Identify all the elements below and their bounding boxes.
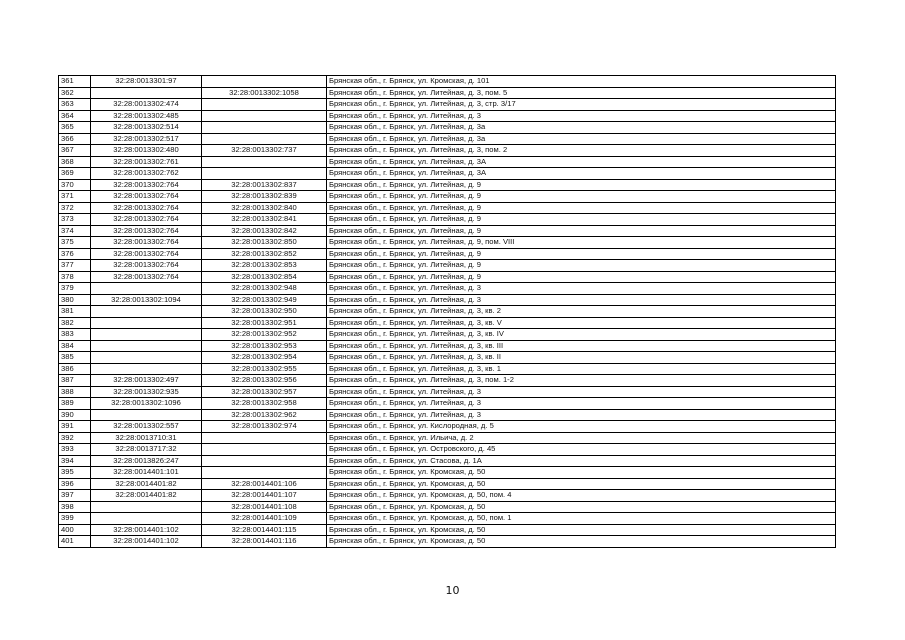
room-cadastral-number-cell: 32:28:0013302:948: [202, 283, 327, 295]
cadastral-number-cell: 32:28:0013301:97: [91, 76, 202, 88]
cadastral-number-cell: [91, 363, 202, 375]
table-row: [59, 271, 836, 283]
room-cadastral-number-cell: [202, 122, 327, 134]
address-cell: Брянская обл., г. Брянск, ул. Литейная, д. 3: [327, 386, 836, 398]
table-row: [59, 306, 836, 318]
cadastral-number-cell: 32:28:0013302:497: [91, 375, 202, 387]
cadastral-number-cell: 32:28:0014401:102: [91, 536, 202, 548]
row-number-cell: 378: [59, 271, 91, 283]
address-cell: Брянская обл., г. Брянск, ул. Литейная, д. 9: [327, 179, 836, 191]
table-row: [59, 455, 836, 467]
cadastral-number-cell: 32:28:0013302:485: [91, 110, 202, 122]
table-row: [59, 294, 836, 306]
address-cell: Брянская обл., г. Брянск, ул. Островского, д. 45: [327, 444, 836, 456]
row-number-cell: 371: [59, 191, 91, 203]
cadastral-number-cell: 32:28:0013717:32: [91, 444, 202, 456]
table-row: [59, 191, 836, 203]
cadastral-number-cell: 32:28:0014401:102: [91, 524, 202, 536]
room-cadastral-number-cell: 32:28:0013302:841: [202, 214, 327, 226]
cadastral-number-cell: 32:28:0013302:1096: [91, 398, 202, 410]
row-number-cell: 392: [59, 432, 91, 444]
cadastral-number-cell: 32:28:0013302:480: [91, 145, 202, 157]
table-row: [59, 283, 836, 295]
row-number-cell: 398: [59, 501, 91, 513]
address-cell: Брянская обл., г. Брянск, ул. Литейная, д. 9: [327, 202, 836, 214]
room-cadastral-number-cell: [202, 444, 327, 456]
room-cadastral-number-cell: 32:28:0013302:737: [202, 145, 327, 157]
room-cadastral-number-cell: [202, 455, 327, 467]
table-row: [59, 248, 836, 260]
room-cadastral-number-cell: 32:28:0013302:837: [202, 179, 327, 191]
table-row: [59, 122, 836, 134]
table-row: [59, 87, 836, 99]
row-number-cell: 377: [59, 260, 91, 272]
address-cell: Брянская обл., г. Брянск, ул. Кромская, д. 50: [327, 467, 836, 479]
cadastral-number-cell: 32:28:0013710:31: [91, 432, 202, 444]
row-number-cell: 401: [59, 536, 91, 548]
row-number-cell: 399: [59, 513, 91, 525]
room-cadastral-number-cell: 32:28:0014401:108: [202, 501, 327, 513]
room-cadastral-number-cell: 32:28:0013302:958: [202, 398, 327, 410]
address-cell: Брянская обл., г. Брянск, ул. Кромская, д. 50, пом. 4: [327, 490, 836, 502]
table-row: [59, 375, 836, 387]
table-row: [59, 536, 836, 548]
room-cadastral-number-cell: 32:28:0013302:962: [202, 409, 327, 421]
property-registry-table: [58, 75, 836, 548]
table-row: [59, 467, 836, 479]
room-cadastral-number-cell: 32:28:0013302:956: [202, 375, 327, 387]
room-cadastral-number-cell: 32:28:0013302:1058: [202, 87, 327, 99]
cadastral-number-cell: [91, 306, 202, 318]
room-cadastral-number-cell: [202, 432, 327, 444]
row-number-cell: 397: [59, 490, 91, 502]
row-number-cell: 362: [59, 87, 91, 99]
room-cadastral-number-cell: [202, 467, 327, 479]
room-cadastral-number-cell: 32:28:0013302:974: [202, 421, 327, 433]
room-cadastral-number-cell: 32:28:0014401:115: [202, 524, 327, 536]
table-row: [59, 352, 836, 364]
address-cell: Брянская обл., г. Брянск, ул. Кромская, д. 50: [327, 478, 836, 490]
row-number-cell: 361: [59, 76, 91, 88]
cadastral-number-cell: 32:28:0014401:82: [91, 490, 202, 502]
row-number-cell: 384: [59, 340, 91, 352]
cadastral-number-cell: [91, 87, 202, 99]
table-row: [59, 145, 836, 157]
cadastral-number-cell: 32:28:0013302:764: [91, 202, 202, 214]
table-row: [59, 202, 836, 214]
address-cell: Брянская обл., г. Брянск, ул. Литейная, д. 3а: [327, 122, 836, 134]
address-cell: Брянская обл., г. Брянск, ул. Литейная, д. 3, стр. 3/17: [327, 99, 836, 111]
row-number-cell: 400: [59, 524, 91, 536]
row-number-cell: 394: [59, 455, 91, 467]
room-cadastral-number-cell: 32:28:0013302:952: [202, 329, 327, 341]
row-number-cell: 389: [59, 398, 91, 410]
cadastral-number-cell: 32:28:0013302:761: [91, 156, 202, 168]
room-cadastral-number-cell: 32:28:0014401:116: [202, 536, 327, 548]
address-cell: Брянская обл., г. Брянск, ул. Литейная, д. 3: [327, 110, 836, 122]
table-row: [59, 179, 836, 191]
row-number-cell: 393: [59, 444, 91, 456]
table-row: [59, 490, 836, 502]
row-number-cell: 395: [59, 467, 91, 479]
cadastral-number-cell: [91, 283, 202, 295]
address-cell: Брянская обл., г. Брянск, ул. Кромская, д. 101: [327, 76, 836, 88]
address-cell: Брянская обл., г. Брянск, ул. Литейная, д. 3, кв. IV: [327, 329, 836, 341]
row-number-cell: 386: [59, 363, 91, 375]
room-cadastral-number-cell: 32:28:0014401:109: [202, 513, 327, 525]
address-cell: Брянская обл., г. Брянск, ул. Кромская, д. 50: [327, 501, 836, 513]
room-cadastral-number-cell: 32:28:0014401:107: [202, 490, 327, 502]
table-row: [59, 432, 836, 444]
room-cadastral-number-cell: [202, 156, 327, 168]
address-cell: Брянская обл., г. Брянск, ул. Литейная, д. 9: [327, 271, 836, 283]
table-row: [59, 110, 836, 122]
room-cadastral-number-cell: 32:28:0013302:850: [202, 237, 327, 249]
row-number-cell: 381: [59, 306, 91, 318]
table-row: [59, 501, 836, 513]
row-number-cell: 374: [59, 225, 91, 237]
room-cadastral-number-cell: 32:28:0013302:949: [202, 294, 327, 306]
cadastral-number-cell: [91, 501, 202, 513]
room-cadastral-number-cell: 32:28:0013302:955: [202, 363, 327, 375]
table-row: [59, 76, 836, 88]
cadastral-number-cell: 32:28:0013302:935: [91, 386, 202, 398]
cadastral-number-cell: [91, 352, 202, 364]
table-row: [59, 478, 836, 490]
address-cell: Брянская обл., г. Брянск, ул. Литейная, д. 3: [327, 409, 836, 421]
table-row: [59, 444, 836, 456]
cadastral-number-cell: 32:28:0013302:764: [91, 179, 202, 191]
address-cell: Брянская обл., г. Брянск, ул. Литейная, д. 9: [327, 191, 836, 203]
cadastral-number-cell: 32:28:0013302:517: [91, 133, 202, 145]
row-number-cell: 368: [59, 156, 91, 168]
room-cadastral-number-cell: [202, 133, 327, 145]
address-cell: Брянская обл., г. Брянск, ул. Литейная, д. 9, пом. VIII: [327, 237, 836, 249]
room-cadastral-number-cell: 32:28:0013302:953: [202, 340, 327, 352]
row-number-cell: 379: [59, 283, 91, 295]
address-cell: Брянская обл., г. Брянск, ул. Стасова, д. 1А: [327, 455, 836, 467]
row-number-cell: 375: [59, 237, 91, 249]
cadastral-number-cell: [91, 340, 202, 352]
address-cell: Брянская обл., г. Брянск, ул. Кромская, д. 50: [327, 524, 836, 536]
address-cell: Брянская обл., г. Брянск, ул. Литейная, д. 9: [327, 248, 836, 260]
cadastral-number-cell: [91, 317, 202, 329]
address-cell: Брянская обл., г. Брянск, ул. Литейная, д. 9: [327, 214, 836, 226]
address-cell: Брянская обл., г. Брянск, ул. Литейная, д. 3, кв. II: [327, 352, 836, 364]
address-cell: Брянская обл., г. Брянск, ул. Литейная, д. 3, кв. 1: [327, 363, 836, 375]
room-cadastral-number-cell: [202, 110, 327, 122]
row-number-cell: 396: [59, 478, 91, 490]
row-number-cell: 372: [59, 202, 91, 214]
room-cadastral-number-cell: [202, 76, 327, 88]
cadastral-number-cell: [91, 513, 202, 525]
row-number-cell: 367: [59, 145, 91, 157]
table-row: [59, 168, 836, 180]
room-cadastral-number-cell: 32:28:0013302:853: [202, 260, 327, 272]
room-cadastral-number-cell: [202, 168, 327, 180]
row-number-cell: 388: [59, 386, 91, 398]
address-cell: Брянская обл., г. Брянск, ул. Литейная, д. 3, кв. V: [327, 317, 836, 329]
room-cadastral-number-cell: 32:28:0013302:852: [202, 248, 327, 260]
table-row: [59, 329, 836, 341]
room-cadastral-number-cell: [202, 99, 327, 111]
room-cadastral-number-cell: 32:28:0013302:840: [202, 202, 327, 214]
address-cell: Брянская обл., г. Брянск, ул. Литейная, д. 3а: [327, 133, 836, 145]
row-number-cell: 385: [59, 352, 91, 364]
row-number-cell: 373: [59, 214, 91, 226]
table-row: [59, 237, 836, 249]
table-row: [59, 513, 836, 525]
address-cell: Брянская обл., г. Брянск, ул. Кромская, д. 50, пом. 1: [327, 513, 836, 525]
address-cell: Брянская обл., г. Брянск, ул. Кислородная, д. 5: [327, 421, 836, 433]
cadastral-number-cell: 32:28:0013302:474: [91, 99, 202, 111]
address-cell: Брянская обл., г. Брянск, ул. Литейная, д. 3, кв. III: [327, 340, 836, 352]
address-cell: Брянская обл., г. Брянск, ул. Литейная, д. 3, пом. 2: [327, 145, 836, 157]
room-cadastral-number-cell: 32:28:0013302:950: [202, 306, 327, 318]
row-number-cell: 366: [59, 133, 91, 145]
cadastral-number-cell: 32:28:0014401:101: [91, 467, 202, 479]
cadastral-number-cell: 32:28:0014401:82: [91, 478, 202, 490]
room-cadastral-number-cell: 32:28:0013302:842: [202, 225, 327, 237]
address-cell: Брянская обл., г. Брянск, ул. Литейная, д. 9: [327, 225, 836, 237]
table-row: [59, 421, 836, 433]
cadastral-number-cell: 32:28:0013826:247: [91, 455, 202, 467]
cadastral-number-cell: 32:28:0013302:764: [91, 260, 202, 272]
cadastral-number-cell: [91, 329, 202, 341]
cadastral-number-cell: [91, 409, 202, 421]
row-number-cell: 380: [59, 294, 91, 306]
cadastral-number-cell: 32:28:0013302:764: [91, 191, 202, 203]
table-row: [59, 524, 836, 536]
address-cell: Брянская обл., г. Брянск, ул. Литейная, д. 3: [327, 398, 836, 410]
cadastral-number-cell: 32:28:0013302:764: [91, 225, 202, 237]
cadastral-number-cell: 32:28:0013302:764: [91, 271, 202, 283]
table-row: [59, 214, 836, 226]
row-number-cell: 383: [59, 329, 91, 341]
table-row: [59, 386, 836, 398]
table-row: [59, 99, 836, 111]
cadastral-number-cell: 32:28:0013302:557: [91, 421, 202, 433]
table-row: [59, 260, 836, 272]
address-cell: Брянская обл., г. Брянск, ул. Кромская, д. 50: [327, 536, 836, 548]
address-cell: Брянская обл., г. Брянск, ул. Литейная, д. 9: [327, 260, 836, 272]
registry-table-body: [59, 76, 836, 548]
cadastral-number-cell: 32:28:0013302:764: [91, 214, 202, 226]
room-cadastral-number-cell: 32:28:0013302:951: [202, 317, 327, 329]
address-cell: Брянская обл., г. Брянск, ул. Литейная, д. 3, кв. 2: [327, 306, 836, 318]
table-row: [59, 409, 836, 421]
row-number-cell: 369: [59, 168, 91, 180]
row-number-cell: 387: [59, 375, 91, 387]
table-row: [59, 133, 836, 145]
row-number-cell: 365: [59, 122, 91, 134]
table-row: [59, 317, 836, 329]
address-cell: Брянская обл., г. Брянск, ул. Литейная, д. 3, пом. 5: [327, 87, 836, 99]
address-cell: Брянская обл., г. Брянск, ул. Литейная, д. 3, пом. 1-2: [327, 375, 836, 387]
address-cell: Брянская обл., г. Брянск, ул. Ильича, д. 2: [327, 432, 836, 444]
room-cadastral-number-cell: 32:28:0014401:106: [202, 478, 327, 490]
row-number-cell: 363: [59, 99, 91, 111]
table-row: [59, 225, 836, 237]
row-number-cell: 364: [59, 110, 91, 122]
room-cadastral-number-cell: 32:28:0013302:839: [202, 191, 327, 203]
table-row: [59, 398, 836, 410]
row-number-cell: 390: [59, 409, 91, 421]
cadastral-number-cell: 32:28:0013302:514: [91, 122, 202, 134]
address-cell: Брянская обл., г. Брянск, ул. Литейная, д. 3А: [327, 168, 836, 180]
room-cadastral-number-cell: 32:28:0013302:957: [202, 386, 327, 398]
cadastral-number-cell: 32:28:0013302:1094: [91, 294, 202, 306]
cadastral-number-cell: 32:28:0013302:764: [91, 237, 202, 249]
table-row: [59, 340, 836, 352]
page-number: 10: [445, 584, 460, 597]
row-number-cell: 376: [59, 248, 91, 260]
address-cell: Брянская обл., г. Брянск, ул. Литейная, д. 3: [327, 294, 836, 306]
room-cadastral-number-cell: 32:28:0013302:854: [202, 271, 327, 283]
table-row: [59, 156, 836, 168]
address-cell: Брянская обл., г. Брянск, ул. Литейная, д. 3А: [327, 156, 836, 168]
cadastral-number-cell: 32:28:0013302:764: [91, 248, 202, 260]
row-number-cell: 370: [59, 179, 91, 191]
table-row: [59, 363, 836, 375]
cadastral-number-cell: 32:28:0013302:762: [91, 168, 202, 180]
room-cadastral-number-cell: 32:28:0013302:954: [202, 352, 327, 364]
row-number-cell: 391: [59, 421, 91, 433]
row-number-cell: 382: [59, 317, 91, 329]
address-cell: Брянская обл., г. Брянск, ул. Литейная, д. 3: [327, 283, 836, 295]
